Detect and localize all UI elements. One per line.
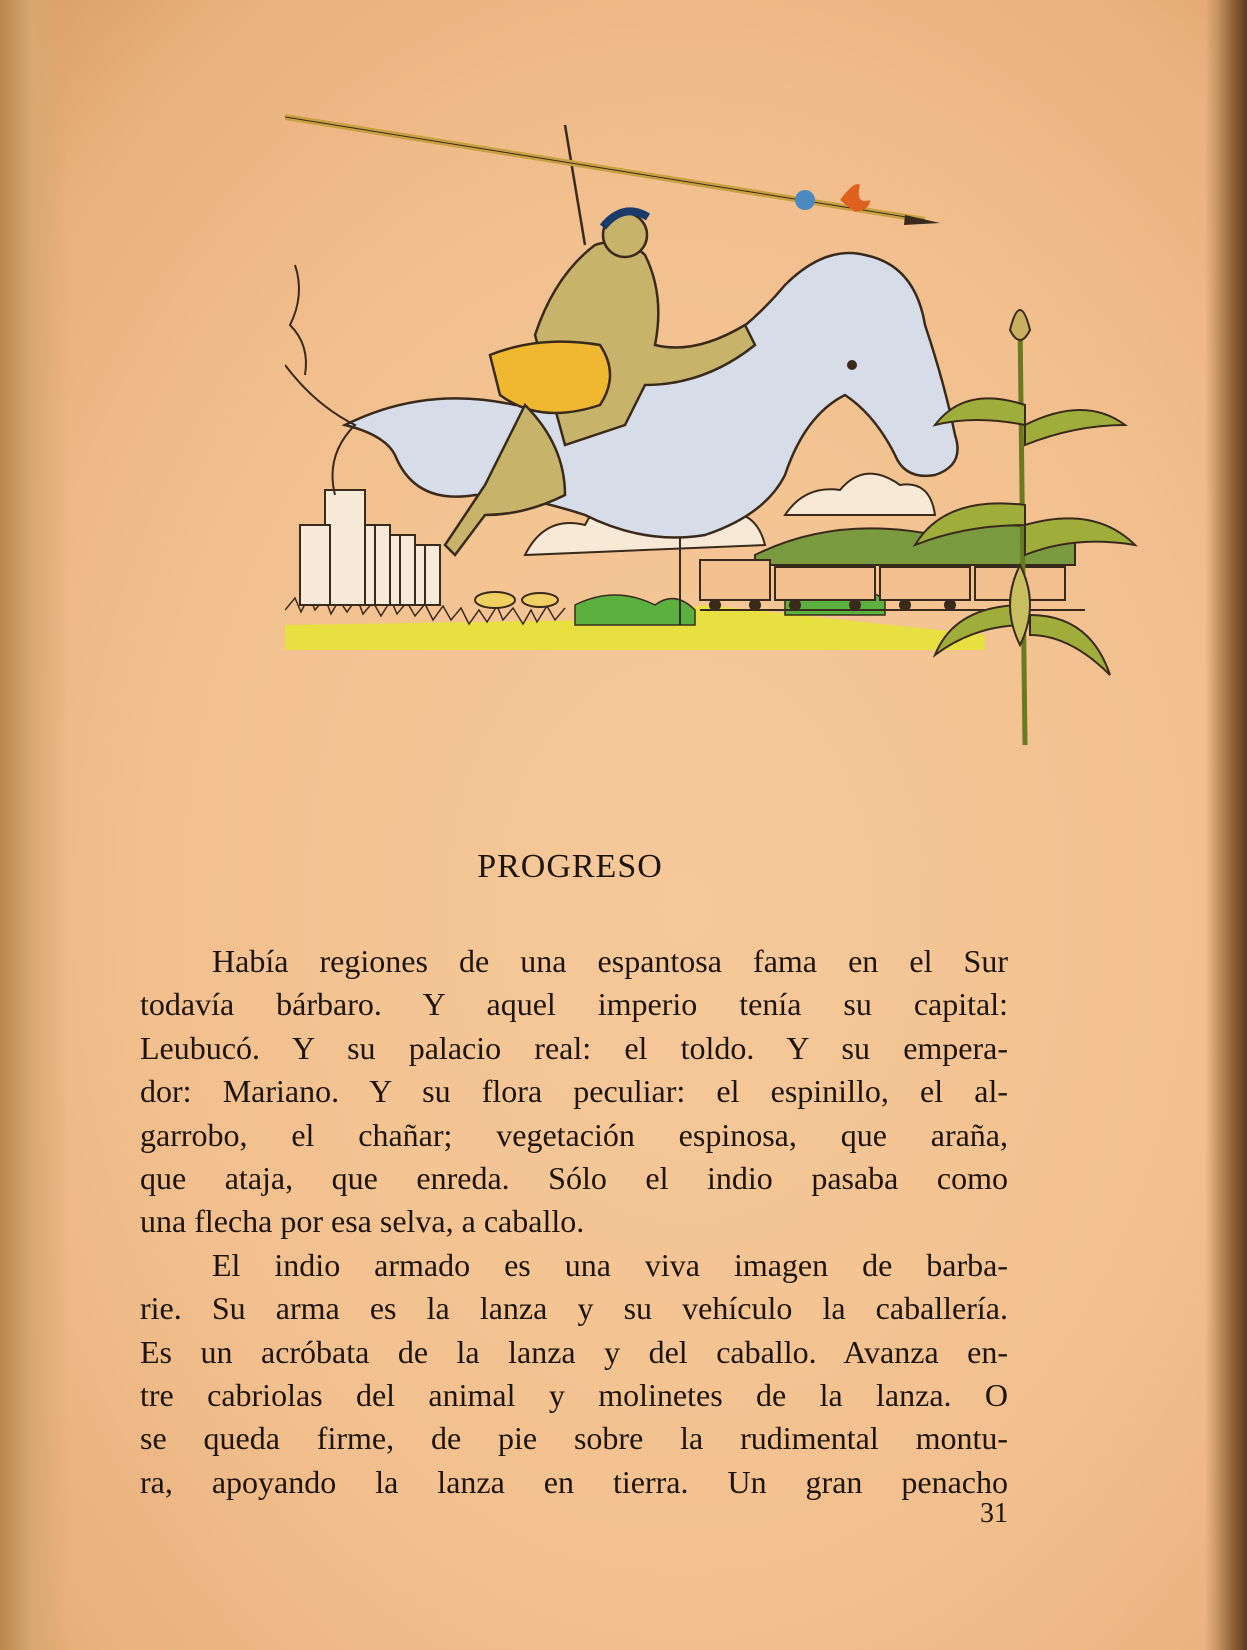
text-line: ra, apoyando la lanza en tierra. Un gran penacho — [140, 1463, 1008, 1500]
spear-icon — [285, 117, 940, 225]
text-line: rie. Su arma es la lanza y su vehículo la caballería. — [140, 1290, 1008, 1327]
body-text — [140, 940, 1008, 1504]
corn-plant-icon — [915, 310, 1135, 745]
text-line: Es un acróbata de la lanza y del caballo. Avanza en- — [140, 1333, 1008, 1370]
text-line: garrobo, el chañar; vegetación espinosa, que araña, — [140, 1116, 1008, 1153]
text-line: una flecha por esa selva, a caballo. — [140, 1203, 585, 1240]
text-line: El indio armado es una viva imagen de barba- — [212, 1246, 1008, 1283]
text-line: que ataja, que enreda. Sólo el indio pasaba como — [140, 1159, 1008, 1196]
text-line: Había regiones de una espantosa fama en el Sur — [212, 943, 1008, 979]
text-line: se queda firme, de pie sobre la rudimental montu- — [140, 1420, 1008, 1457]
page-number: 31 — [980, 1498, 1008, 1529]
chapter-title: PROGRESO — [477, 848, 663, 885]
text-line: todavía bárbaro. Y aquel imperio tenía su capital: — [140, 986, 1008, 1023]
page-edge-left — [0, 0, 70, 1650]
text-line: tre cabriolas del animal y molinetes de la lanza. O — [140, 1376, 1008, 1413]
page-edge-right — [1205, 0, 1247, 1650]
text-line: dor: Mariano. Y su flora peculiar: el espinillo, el al- — [140, 1073, 1008, 1110]
text-line: Leubucó. Y su palacio real: el toldo. Y su empera- — [140, 1029, 1008, 1066]
chapter-illustration — [285, 105, 1165, 785]
